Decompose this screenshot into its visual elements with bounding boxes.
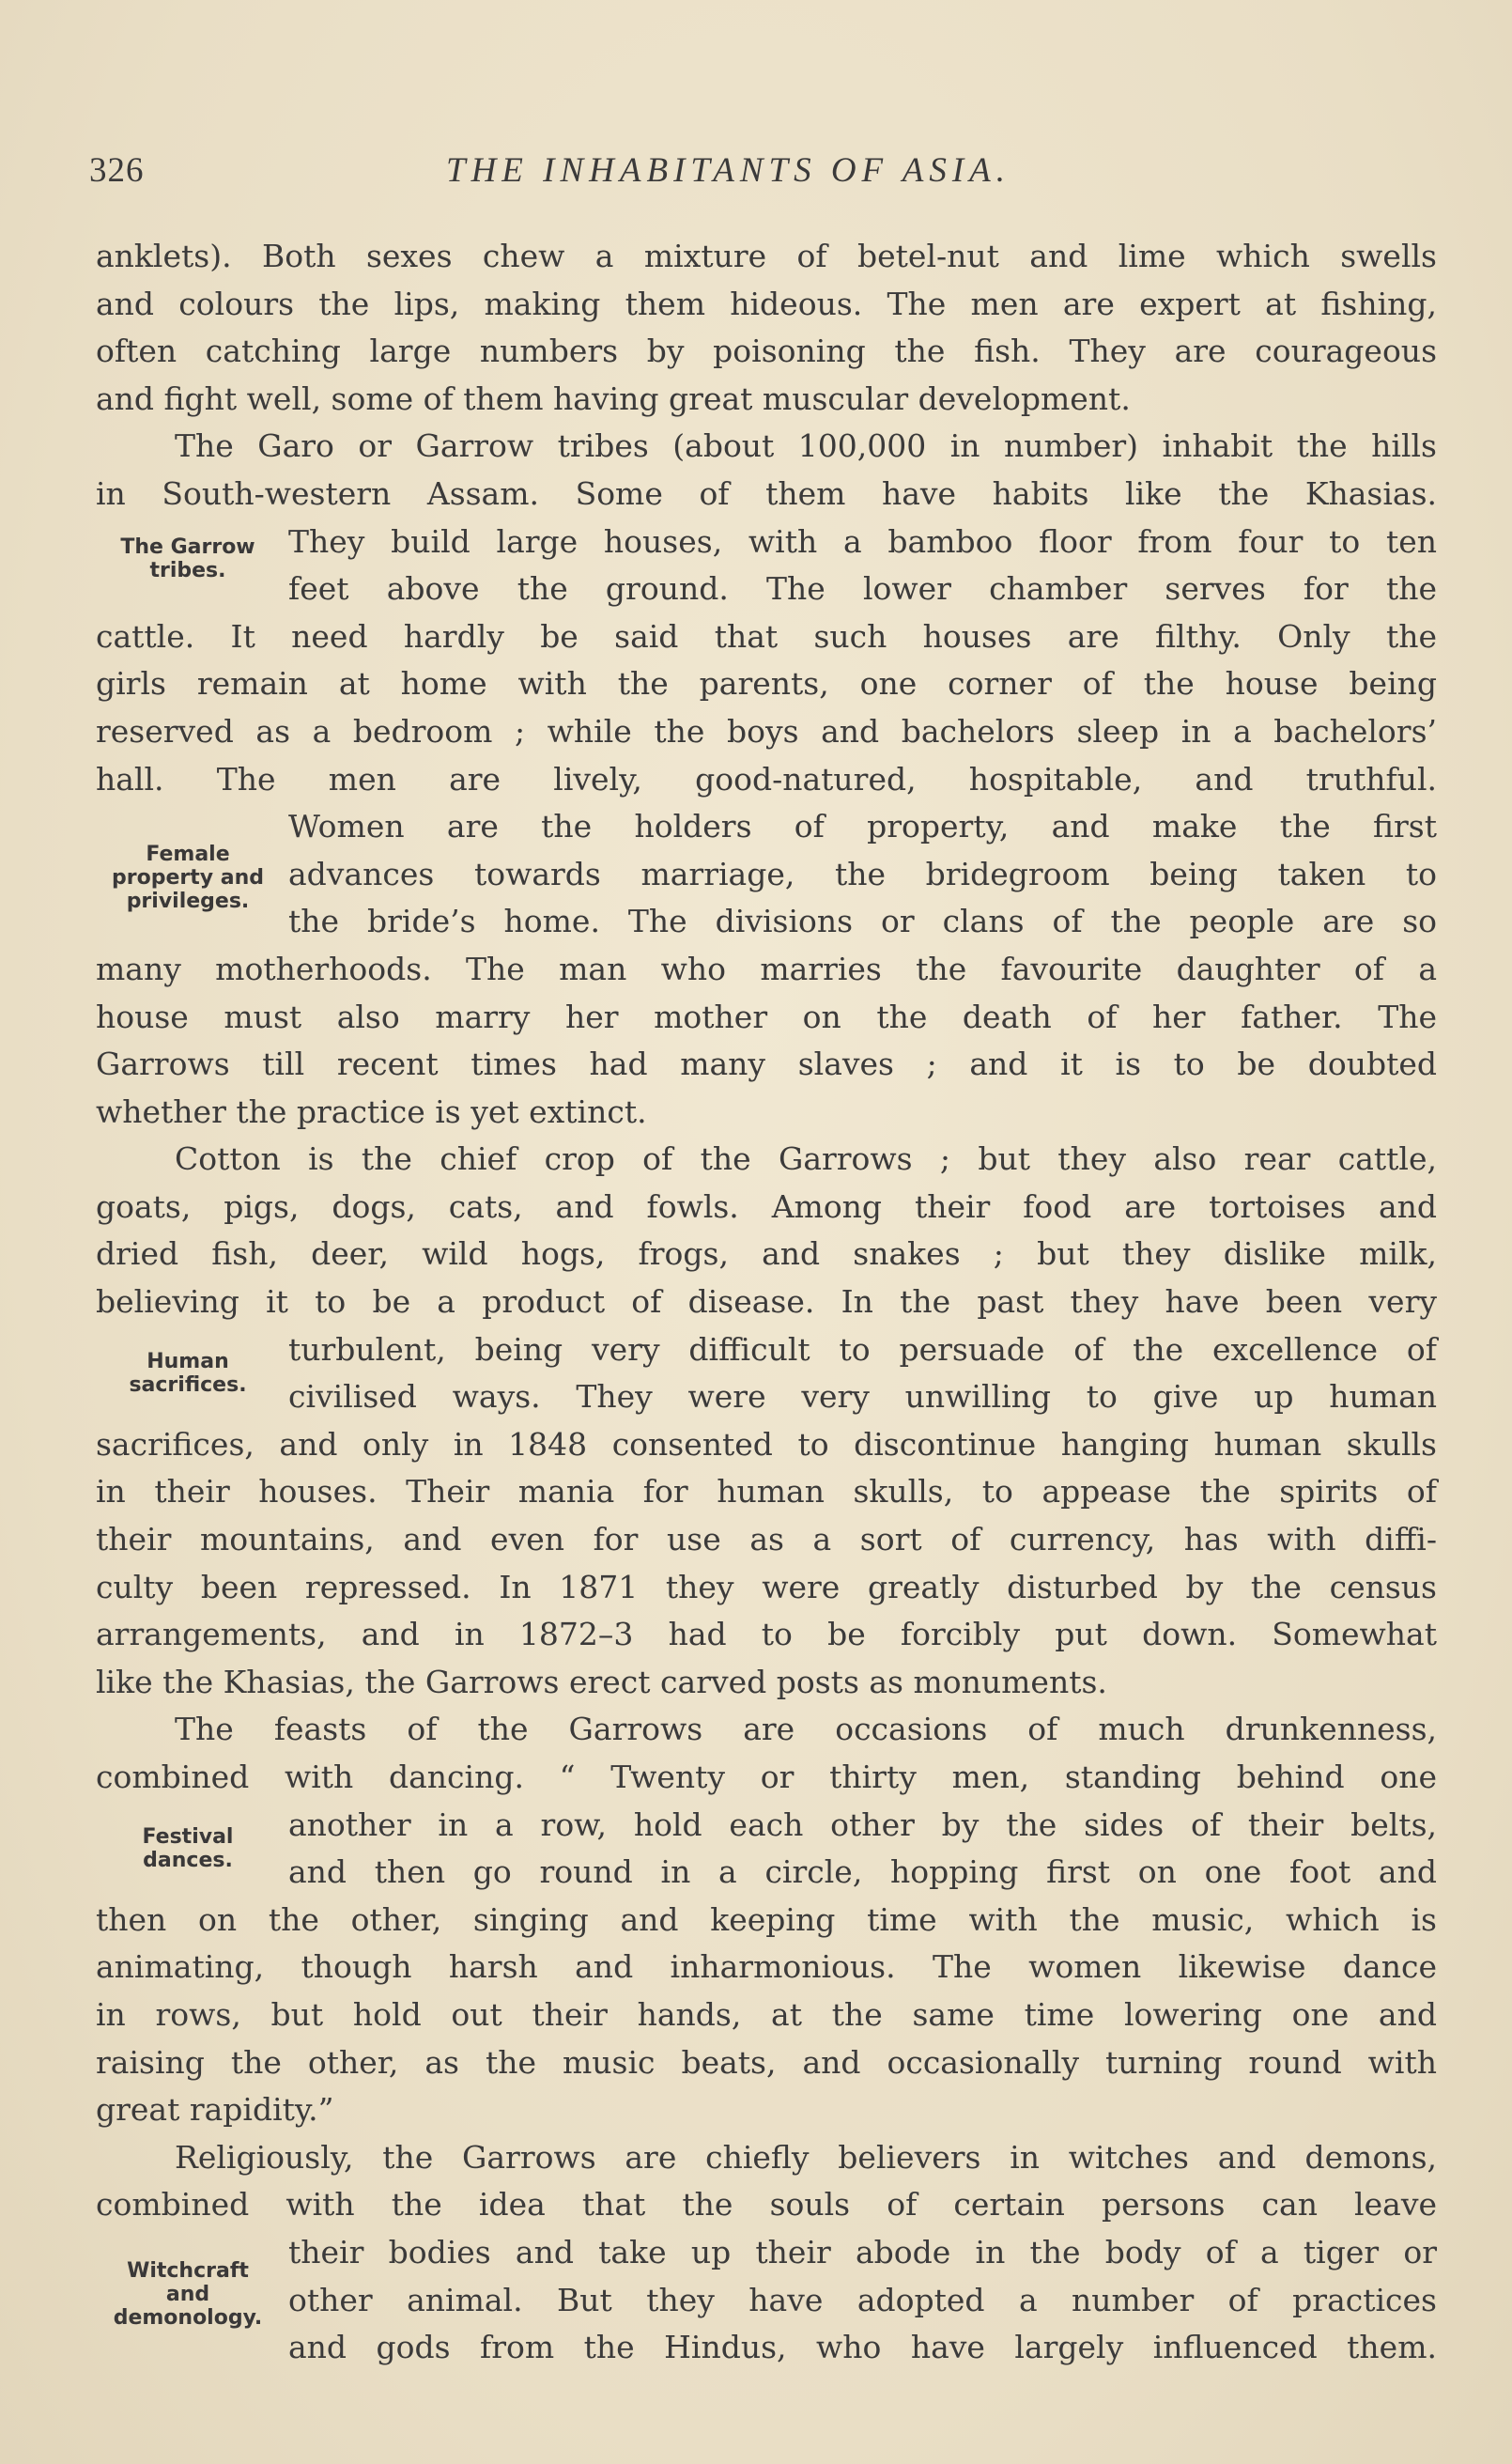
text-line: Cotton is the chief crop of the Garrows ; but they also rear cattle, [175,1140,1437,1178]
text-line: house must also marry her mother on the death of her father. The [96,998,1437,1035]
sidenote-line: tribes. [149,559,226,582]
text-line: cattle. It need hardly be said that such houses are filthy. Only the [96,617,1437,655]
text-line: many motherhoods. The man who marries the favourite daughter of a [96,950,1437,987]
text-line: in their houses. Their mania for human skulls, to appease the spirits of [96,1473,1437,1511]
sidenote-line: Female [146,843,230,866]
text-line: and then go round in a circle, hopping first on one foot and [288,1853,1437,1891]
text-line: another in a row, hold each other by the sides of their belts, [288,1805,1437,1843]
text-line: and colours the lips, making them hideous. The men are expert at fishing, [96,285,1437,322]
text-line: great rapidity.” [96,2091,334,2129]
text-line: combined with dancing. “ Twenty or thirty men, standing behind one [96,1759,1437,1795]
sidenote-line: Festival [142,1825,234,1849]
text-line: anklets). Both sexes chew a mixture of betel-nut and lime which swells [96,238,1437,274]
sidenote-line: Human [147,1350,229,1373]
text-line: girls remain at home with the parents, one corner of the house being [96,665,1437,703]
text-line: advances towards marriage, the bridegroom being taken to [288,855,1437,892]
text-line: reserved as a bedroom ; while the boys and bachelors sleep in a bachelors’ [96,712,1437,750]
text-line: civilised ways. They were very unwilling to give up human [288,1378,1437,1416]
text-line: raising the other, as the music beats, and occasionally turning round with [96,2043,1437,2081]
sidenote-line: privileges. [126,890,250,913]
text-line: combined with the idea that the souls of certain persons can leave [96,2186,1437,2224]
text-line: animating, though harsh and inharmonious. The women likewise dance [96,1948,1437,1986]
sidenote-human-sacrifices [94,1350,282,1397]
text-line: dried fish, deer, wild hogs, frogs, and snakes ; but they dislike milk, [96,1235,1437,1273]
sidenote-line: and [165,2283,210,2306]
text-line: The feasts of the Garrows are occasions of much drunkenness, [175,1711,1437,1748]
text-line: other animal. But they have adopted a number of practices [288,2281,1437,2318]
text-line: feet above the ground. The lower chamber serves for the [288,570,1437,608]
text-line: hall. The men are lively, good-natured, hospitable, and truthful. [96,760,1437,798]
text-line: sacrifices, and only in 1848 consented to discontinue hanging human skulls [96,1425,1437,1463]
text-line: and fight well, some of them having great muscular development. [96,380,1131,417]
text-line: Religiously, the Garrows are chiefly believers in witches and demons, [175,2138,1437,2176]
text-line: whether the practice is yet extinct. [96,1093,647,1130]
text-line: goats, pigs, dogs, cats, and fowls. Among their food are tortoises and [96,1187,1437,1225]
text-line: the bride’s home. The divisions or clans of the people are so [288,903,1437,940]
text-line: like the Khasias, the Garrows erect carved posts as monuments. [96,1663,1107,1700]
sidenote-line: The Garrow [120,535,255,559]
sidenote-festival-dances [94,1825,282,1872]
sidenote-line: Witchcraft [127,2259,249,2283]
text-line: Women are the holders of property, and make the first [288,808,1437,845]
page-header [89,150,1442,207]
page-number: 326 [89,151,145,190]
text-line: believing it to be a product of disease. In the past they have been very [96,1283,1437,1321]
text-line: The Garo or Garrow tribes (about 100,000 in number) inhabit the hills [175,427,1437,465]
text-line: arrangements, and in 1872–3 had to be forcibly put down. Somewhat [96,1616,1437,1653]
text-line: their bodies and take up their abode in the body of a tiger or [288,2233,1437,2270]
text-line: their mountains, and even for use as a sort of currency, has with diffi- [96,1521,1437,1558]
text-line: turbulent, being very difficult to persuade of the excellence of [288,1330,1437,1368]
text-line: Garrows till recent times had many slaves ; and it is to be doubted [96,1046,1437,1083]
text-line: They build large houses, with a bamboo floor from four to ten [288,522,1437,560]
text-line: and gods from the Hindus, who have largely influenced them. [288,2329,1437,2366]
sidenote-witchcraft [94,2259,282,2330]
sidenote-garrow-tribes [94,535,282,582]
text-line: culty been repressed. In 1871 they were greatly disturbed by the census [96,1568,1437,1605]
body-text [96,233,1437,2372]
text-line: often catching large numbers by poisoning the fish. They are courageous [96,333,1437,370]
sidenote-line: sacrifices. [129,1373,247,1397]
running-title: THE INHABITANTS OF ASIA. [446,151,1011,190]
text-line: then on the other, singing and keeping time with the music, which is [96,1900,1437,1938]
text-line: in rows, but hold out their hands, at the same time lowering one and [96,1995,1437,2033]
sidenote-line: demonology. [113,2306,263,2330]
text-line: in South-western Assam. Some of them have habits like the Khasias. [96,474,1437,512]
sidenote-line: property and [111,866,264,890]
sidenote-line: dances. [143,1849,233,1872]
sidenote-female-property [94,843,282,913]
